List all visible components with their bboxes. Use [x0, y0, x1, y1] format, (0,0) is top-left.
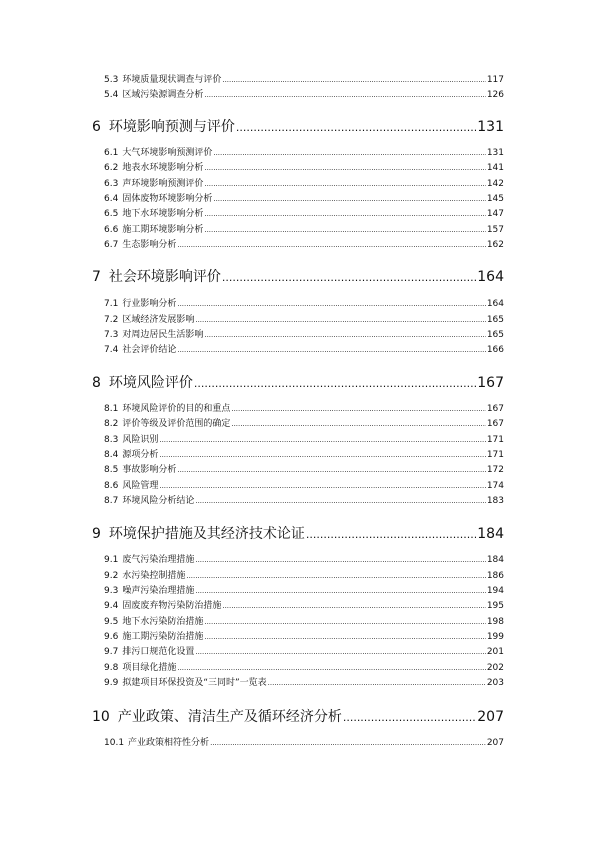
toc-page-number: 142	[486, 179, 504, 189]
toc-entry-title	[104, 343, 176, 357]
toc-entry-number: 5.3	[104, 75, 119, 85]
toc-entry-number: 9.6	[104, 632, 119, 642]
toc-dot-leader	[177, 297, 485, 311]
toc-entry-number: 9.4	[104, 601, 119, 611]
toc-page-number: 198	[486, 617, 504, 627]
toc-entry-text: 源项分析	[122, 450, 159, 460]
toc-dot-leader	[222, 73, 485, 87]
toc-section-entry[interactable]	[104, 553, 504, 567]
toc-entry-title	[92, 116, 235, 138]
toc-section-entry[interactable]	[104, 73, 504, 87]
toc-entry-number: 6.6	[104, 225, 119, 235]
toc-section-entry[interactable]	[104, 207, 504, 221]
toc-entry-number: 5.4	[104, 90, 119, 100]
toc-entry-text: 环境风险评价的目的和重点	[122, 404, 231, 414]
toc-dot-leader	[231, 402, 485, 416]
toc-section-entry[interactable]	[104, 661, 504, 675]
toc-page-number: 203	[486, 678, 504, 688]
toc-dot-leader	[177, 661, 485, 675]
toc-entry-text: 施工期环境影响分析	[122, 225, 204, 235]
toc-page-number: 183	[486, 496, 504, 506]
toc-entry-text: 地表水环境影响分析	[122, 163, 204, 173]
toc-entry-title	[104, 417, 230, 431]
toc-entry-number: 6.4	[104, 194, 119, 204]
toc-entry-title	[104, 433, 158, 447]
toc-entry-text: 社会环境影响评价	[108, 269, 221, 285]
toc-section-entry[interactable]	[104, 676, 504, 690]
toc-dot-leader	[204, 161, 485, 175]
toc-entry-title	[104, 402, 230, 416]
toc-dot-leader	[204, 328, 485, 342]
toc-entry-title	[104, 599, 221, 613]
toc-page-number: 131	[477, 119, 504, 135]
toc-page-number: 165	[486, 315, 504, 325]
toc-entry-text: 地下水污染防治措施	[122, 617, 204, 627]
toc-section-entry[interactable]	[104, 448, 504, 462]
toc-dot-leader	[210, 736, 486, 750]
toc-dot-leader	[195, 645, 485, 659]
toc-dot-leader	[306, 524, 476, 546]
toc-page-number: 171	[486, 450, 504, 460]
toc-entry-number: 9.3	[104, 586, 119, 596]
toc-entry-title	[104, 676, 267, 690]
toc-page-number: 195	[486, 601, 504, 611]
toc-page-number: 117	[486, 75, 504, 85]
toc-entry-title	[104, 297, 176, 311]
toc-entry-text: 环境风险分析结论	[122, 496, 195, 506]
toc-entry-text: 事故影响分析	[122, 465, 177, 475]
toc-entry-number: 8.6	[104, 481, 119, 491]
toc-entry-title	[104, 313, 194, 327]
toc-section-entry[interactable]	[104, 343, 504, 357]
toc-entry-number: 8.7	[104, 496, 119, 506]
toc-entry-text: 环境保护措施及其经济技术论证	[108, 526, 305, 542]
toc-entry-text: 环境质量现状调查与评价	[122, 75, 222, 85]
toc-entry-number: 9.7	[104, 647, 119, 657]
toc-entry-title	[104, 494, 194, 508]
toc-page-number: 166	[486, 345, 504, 355]
toc-page-number: 174	[486, 481, 504, 491]
toc-entry-number: 7	[92, 269, 101, 285]
toc-entry-text: 对周边居民生活影响	[122, 330, 204, 340]
toc-entry-title	[92, 523, 305, 545]
toc-section-entry[interactable]	[104, 238, 504, 252]
toc-section-entry[interactable]	[104, 313, 504, 327]
toc-entry-title	[92, 372, 193, 394]
toc-entry-text: 大气环境影响预测评价	[122, 148, 213, 158]
toc-entry-text: 风险识别	[122, 435, 159, 445]
toc-page-number: 167	[486, 404, 504, 414]
toc-entry-text: 区域污染源调查分析	[122, 90, 204, 100]
toc-entry-number: 7.4	[104, 345, 119, 355]
toc-dot-leader	[195, 553, 485, 567]
toc-entry-number: 9.1	[104, 555, 119, 565]
toc-page-number: 207	[477, 709, 504, 725]
toc-entry-text: 环境影响预测与评价	[108, 119, 235, 135]
toc-entry-number: 8.3	[104, 435, 119, 445]
toc-entry-title	[104, 661, 176, 675]
toc-section-entry[interactable]	[104, 417, 504, 431]
toc-chapter-entry[interactable]	[92, 523, 504, 545]
toc-section-entry[interactable]	[104, 146, 504, 160]
toc-page-number: 172	[486, 465, 504, 475]
toc-entry-title	[104, 238, 176, 252]
toc-entry-number: 7.1	[104, 299, 119, 309]
toc-entry-text: 排污口规范化设置	[122, 647, 195, 657]
toc-entry-number: 8.5	[104, 465, 119, 475]
toc-dot-leader	[222, 599, 485, 613]
toc-entry-text: 地下水环境影响分析	[122, 209, 204, 219]
toc-chapter-entry[interactable]	[92, 706, 504, 728]
toc-page-number: 162	[486, 240, 504, 250]
toc-entry-number: 9	[92, 526, 101, 542]
toc-entry-text: 社会评价结论	[122, 345, 177, 355]
toc-section-entry[interactable]	[104, 494, 504, 508]
toc-section-entry[interactable]	[104, 88, 504, 102]
toc-entry-number: 8.1	[104, 404, 119, 414]
toc-entry-number: 6.3	[104, 179, 119, 189]
toc-dot-leader	[159, 448, 485, 462]
toc-dot-leader	[222, 267, 476, 289]
toc-page-number: 171	[486, 435, 504, 445]
toc-entry-title	[104, 192, 212, 206]
toc-dot-leader	[204, 207, 485, 221]
toc-entry-title	[104, 448, 158, 462]
toc-entry-number: 7.3	[104, 330, 119, 340]
toc-section-entry[interactable]	[104, 328, 504, 342]
toc-entry-number: 6.7	[104, 240, 119, 250]
toc-dot-leader	[159, 479, 485, 493]
toc-entry-text: 环境风险评价	[108, 375, 193, 391]
toc-entry-number: 8	[92, 375, 101, 391]
toc-entry-title	[104, 207, 203, 221]
toc-dot-leader	[236, 117, 476, 139]
toc-dot-leader	[177, 343, 485, 357]
toc-page-number: 157	[486, 225, 504, 235]
toc-page-number: 184	[486, 555, 504, 565]
toc-page-number: 167	[486, 419, 504, 429]
toc-dot-leader	[204, 630, 485, 644]
toc-entry-number: 8.2	[104, 419, 119, 429]
toc-chapter-entry[interactable]	[92, 372, 504, 394]
toc-entry-text: 生态影响分析	[122, 240, 177, 250]
toc-page-number: 194	[486, 586, 504, 596]
toc-entry-title	[92, 706, 342, 728]
toc-entry-number: 6.1	[104, 148, 119, 158]
toc-section-entry[interactable]	[104, 615, 504, 629]
toc-section-entry[interactable]	[104, 569, 504, 583]
toc-entry-title	[104, 463, 176, 477]
toc-dot-leader	[204, 615, 485, 629]
toc-section-entry[interactable]	[104, 584, 504, 598]
toc-section-entry[interactable]	[104, 223, 504, 237]
toc-page-number: 164	[477, 269, 504, 285]
toc-page-number: 201	[486, 647, 504, 657]
toc-section-entry[interactable]	[104, 192, 504, 206]
toc-dot-leader	[194, 373, 476, 395]
toc-dot-leader	[268, 676, 486, 690]
toc-entry-text: 行业影响分析	[122, 299, 177, 309]
toc-entry-title	[104, 161, 203, 175]
toc-entry-number: 6.2	[104, 163, 119, 173]
toc-entry-title	[104, 88, 203, 102]
toc-dot-leader	[231, 417, 485, 431]
toc-page-number: 199	[486, 632, 504, 642]
toc-entry-number: 7.2	[104, 315, 119, 325]
toc-entry-title	[104, 569, 185, 583]
toc-dot-leader	[195, 494, 485, 508]
toc-page-number: 167	[477, 375, 504, 391]
toc-entry-number: 9.8	[104, 663, 119, 673]
toc-entry-text: 声环境影响预测评价	[122, 179, 204, 189]
toc-chapter-entry[interactable]	[92, 116, 504, 138]
toc-entry-number: 9.2	[104, 571, 119, 581]
toc-entry-text: 风险管理	[122, 481, 159, 491]
toc-entry-title	[104, 328, 203, 342]
toc-page-number: 141	[486, 163, 504, 173]
toc-section-entry[interactable]	[104, 736, 504, 750]
toc-section-entry[interactable]	[104, 630, 504, 644]
toc-entry-title	[104, 645, 194, 659]
toc-entry-text: 产业政策、清洁生产及循环经济分析	[117, 709, 342, 725]
toc-entry-number: 6.5	[104, 209, 119, 219]
toc-entry-title	[104, 177, 203, 191]
toc-page-number: 147	[486, 209, 504, 219]
toc-entry-text: 固废废弃物污染防治措施	[122, 601, 222, 611]
toc-chapter-entry[interactable]	[92, 266, 504, 288]
toc-entry-title	[104, 630, 203, 644]
toc-page-number: 186	[486, 571, 504, 581]
toc-entry-text: 拟建项目环保投资及“三同时”一览表	[122, 678, 267, 688]
toc-entry-text: 施工期污染防治措施	[122, 632, 204, 642]
toc-entry-title	[104, 223, 203, 237]
toc-entry-text: 区域经济发展影响	[122, 315, 195, 325]
toc-section-entry[interactable]	[104, 599, 504, 613]
toc-dot-leader	[213, 192, 485, 206]
toc-entry-title	[92, 266, 221, 288]
toc-entry-text: 废气污染治理措施	[122, 555, 195, 565]
toc-entry-number: 10.1	[104, 738, 125, 748]
toc-entry-number: 9.9	[104, 678, 119, 688]
toc-page-number: 184	[477, 526, 504, 542]
toc-dot-leader	[177, 238, 485, 252]
toc-dot-leader	[177, 463, 485, 477]
toc-entry-text: 水污染控制措施	[122, 571, 186, 581]
toc-dot-leader	[159, 433, 485, 447]
toc-dot-leader	[204, 223, 485, 237]
toc-entry-title	[104, 615, 203, 629]
toc-entry-number: 6	[92, 119, 101, 135]
toc-page-number: 164	[486, 299, 504, 309]
toc-entry-title	[104, 479, 158, 493]
toc-entry-number: 10	[92, 709, 110, 725]
toc-entry-title	[104, 553, 194, 567]
toc-entry-title	[104, 584, 194, 598]
toc-entry-text: 评价等级及评价范围的确定	[122, 419, 231, 429]
toc-section-entry[interactable]	[104, 402, 504, 416]
toc-entry-number: 9.5	[104, 617, 119, 627]
toc-page-number: 207	[486, 738, 504, 748]
toc-page-number: 126	[486, 90, 504, 100]
toc-dot-leader	[204, 88, 485, 102]
toc-dot-leader	[204, 177, 485, 191]
toc-section-entry[interactable]	[104, 645, 504, 659]
toc-page-number: 202	[486, 663, 504, 673]
toc-entry-text: 固体废物环境影响分析	[122, 194, 213, 204]
toc-page-number: 145	[486, 194, 504, 204]
toc-section-entry[interactable]	[104, 463, 504, 477]
toc-dot-leader	[195, 584, 485, 598]
toc-entry-text: 产业政策相符性分析	[128, 738, 210, 748]
toc-entry-title	[104, 73, 221, 87]
toc-dot-leader	[186, 569, 485, 583]
toc-entry-number: 8.4	[104, 450, 119, 460]
toc-page-number: 165	[486, 330, 504, 340]
toc-section-entry[interactable]	[104, 161, 504, 175]
toc-dot-leader	[195, 313, 485, 327]
toc-entry-title	[104, 146, 212, 160]
toc-entry-text: 噪声污染治理措施	[122, 586, 195, 596]
toc-entry-title	[104, 736, 209, 750]
toc-section-entry[interactable]	[104, 479, 504, 493]
toc-entry-text: 项目绿化措施	[122, 663, 177, 673]
toc-section-entry[interactable]	[104, 297, 504, 311]
toc-section-entry[interactable]	[104, 433, 504, 447]
toc-section-entry[interactable]	[104, 177, 504, 191]
toc-dot-leader	[213, 146, 485, 160]
toc-page-number: 131	[486, 148, 504, 158]
toc-dot-leader	[343, 707, 476, 729]
